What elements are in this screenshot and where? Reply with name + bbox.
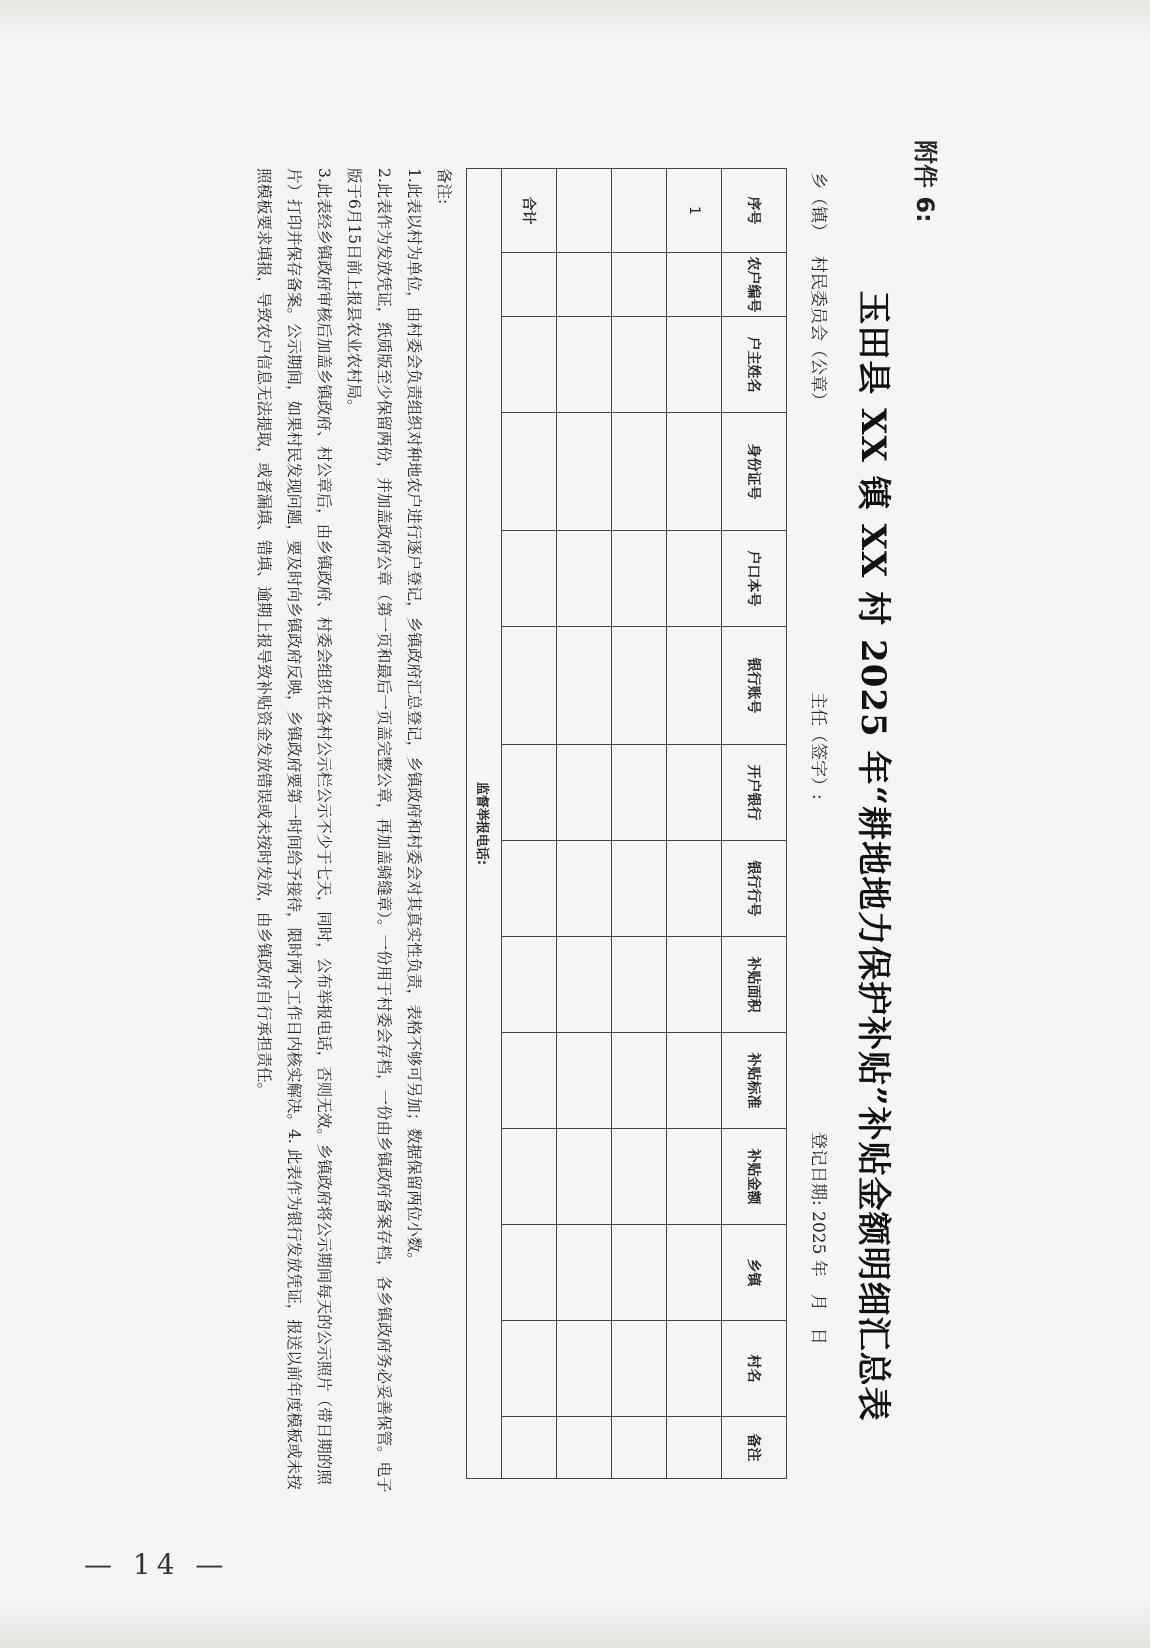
table-cell [667, 1033, 722, 1129]
table-cell [667, 413, 722, 531]
header-cell: 乡镇 [722, 1225, 787, 1321]
table-cell [502, 317, 557, 413]
table-cell [667, 627, 722, 745]
attachment-label: 附件 6: [911, 140, 939, 223]
header-cell: 银行行号 [722, 841, 787, 937]
notes-heading: 备注: [435, 168, 453, 205]
total-row [502, 169, 557, 1479]
header-cell: 补贴金额 [722, 1129, 787, 1225]
table-cell [502, 937, 557, 1033]
table-cell [557, 531, 612, 627]
table-cell [502, 1417, 557, 1479]
table-cell [612, 531, 667, 627]
header-cell: 开户银行 [722, 745, 787, 841]
table-cell [612, 1129, 667, 1225]
table-cell [667, 253, 722, 317]
director-signature-label: 主任（签字）: [808, 692, 828, 800]
table-cell [502, 1129, 557, 1225]
table-cell [667, 1225, 722, 1321]
table-cell [557, 841, 612, 937]
table-cell [667, 1129, 722, 1225]
scan-shadow-bottom [0, 1598, 1150, 1648]
registration-date-label: 登记日期: 2025 年 月 日 [808, 1132, 828, 1345]
table-cell [667, 1321, 722, 1417]
document-title: 玉田县 XX 镇 XX 村 2025 年“耕地地力保护补贴”补贴金额明细汇总表 [853, 290, 893, 1422]
header-cell: 补贴标准 [722, 1033, 787, 1129]
table-cell [612, 253, 667, 317]
notes-section [249, 168, 459, 1498]
table-cell [612, 413, 667, 531]
table-cell [612, 841, 667, 937]
table-cell [667, 745, 722, 841]
table-cell [612, 317, 667, 413]
table-cell [557, 627, 612, 745]
table-cell [502, 1225, 557, 1321]
table-cell [557, 1417, 612, 1479]
page-number: — 14 — [84, 1548, 230, 1581]
table-cell [612, 1225, 667, 1321]
table-cell [557, 1129, 612, 1225]
table-cell [667, 317, 722, 413]
table-row [557, 169, 612, 1479]
table-cell [667, 841, 722, 937]
table-row [667, 169, 722, 1479]
table-cell [612, 1417, 667, 1479]
subsidy-register-table [466, 168, 787, 1479]
table-cell [557, 169, 612, 253]
table-cell [557, 1321, 612, 1417]
scan-shadow-top [0, 0, 1150, 40]
table-cell [502, 253, 557, 317]
town-label: 乡（镇） [808, 172, 828, 240]
rotated-form-sheet [125, 116, 945, 1596]
table-cell [502, 413, 557, 531]
table-cell [557, 937, 612, 1033]
header-cell: 村名 [722, 1321, 787, 1417]
header-cell: 补贴面积 [722, 937, 787, 1033]
table-cell: 1 [667, 169, 722, 253]
table-cell [612, 937, 667, 1033]
village-committee-label: 村民委员会（公章） [808, 256, 828, 409]
header-cell: 农户编号 [722, 253, 787, 317]
table-cell [557, 1225, 612, 1321]
table-cell [502, 841, 557, 937]
table-cell [667, 531, 722, 627]
header-cell: 身份证号 [722, 413, 787, 531]
table-cell [557, 253, 612, 317]
table-cell [667, 1417, 722, 1479]
hotline-row [467, 169, 502, 1479]
table-header-row [722, 169, 787, 1479]
note-item: 2.此表作为发放凭证，纸质版至少保留两份，并加盖政府公章（第一页和最后一页盖完整公章，再加盖骑缝章）。一份用于村委会存档，一份由乡镇政府备案存档，各乡镇政府务必妥善保管。电子版于6月15日前上报县农业农村局。 [345, 168, 393, 1493]
header-cell: 银行账号 [722, 627, 787, 745]
table-cell [612, 1321, 667, 1417]
table-cell [557, 1033, 612, 1129]
table-cell [557, 317, 612, 413]
table-cell [502, 1321, 557, 1417]
table-cell [612, 169, 667, 253]
header-cell: 序号 [722, 169, 787, 253]
total-label: 合计 [502, 169, 557, 253]
header-cell: 户口本号 [722, 531, 787, 627]
table-cell [667, 937, 722, 1033]
table-cell [502, 531, 557, 627]
table-cell [502, 1033, 557, 1129]
table-cell [557, 745, 612, 841]
supervision-hotline-label: 监督举报电话: [467, 169, 502, 1479]
header-cell: 户主姓名 [722, 317, 787, 413]
table-cell [612, 1033, 667, 1129]
table-cell [612, 627, 667, 745]
table-cell [502, 627, 557, 745]
table-row [612, 169, 667, 1479]
table-cell [557, 413, 612, 531]
note-item: 1.此表以村为单位，由村委会负责组织对种地农户进行逐户登记，乡镇政府汇总登记，乡镇政府和村委会对其真实性负责，表格不够可另加；数据保留两位小数。 [405, 168, 423, 1268]
note-item: 3.此表经乡镇政府审核后加盖乡镇政府、村公章后，由乡镇政府、村委会组织在各村公示栏公示不少于七天，同时，公布举报电话，否则无效。乡镇政府将公示期间每天的公示照片（带日期的照片）打印并保存备案。公示期间，如果村民发现问题，要及时向乡镇政府反映，乡镇政府要第一时间给予接待，限时两个工作日内核实解决。4. 此表作为银行发放凭证，报送以前年度模板或未按照模板要求填报，导致农户信息无法提取，或者漏填、错填、逾期上报导致补贴资金发放错误或未按时发放，由乡镇政府自行承担责任。 [255, 168, 333, 1490]
table-cell [612, 745, 667, 841]
table-cell [502, 745, 557, 841]
form-info-line [803, 172, 833, 1556]
header-cell: 备注 [722, 1417, 787, 1479]
